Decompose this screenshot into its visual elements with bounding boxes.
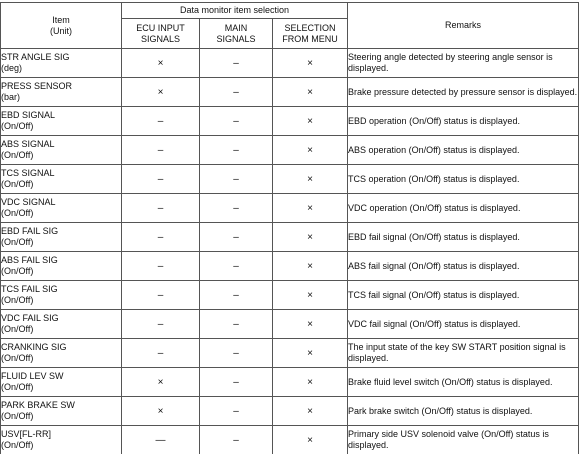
main-signal-mark: – — [200, 310, 273, 339]
remark-cell: TCS operation (On/Off) status is displayed. — [348, 165, 579, 194]
ecu-input-mark: – — [122, 339, 200, 368]
table-row — [1, 107, 579, 136]
remark-cell: EBD operation (On/Off) status is displayed. — [348, 107, 579, 136]
selection-menu-mark: × — [273, 252, 348, 281]
item-cell — [1, 368, 122, 397]
remark-cell: ABS operation (On/Off) status is displayed. — [348, 136, 579, 165]
main-signal-mark: – — [200, 281, 273, 310]
table-row — [1, 194, 579, 223]
header-item-unit: (Unit) — [50, 25, 72, 36]
item-cell — [1, 310, 122, 339]
remark-cell: Primary side USV solenoid valve (On/Off) status is displayed. — [348, 426, 579, 455]
table-row — [1, 281, 579, 310]
data-monitor-table — [0, 2, 579, 454]
item-unit: (On/Off) — [1, 266, 34, 276]
item-name: TCS FAIL SIG — [1, 284, 58, 294]
item-unit: (On/Off) — [1, 324, 34, 334]
item-name: USV[FL-RR] — [1, 429, 52, 439]
ecu-input-mark: – — [122, 281, 200, 310]
item-name: PRESS SENSOR — [1, 81, 73, 91]
ecu-input-mark: × — [122, 49, 200, 78]
ecu-input-mark: × — [122, 368, 200, 397]
item-unit: (bar) — [1, 92, 21, 102]
ecu-input-mark: – — [122, 194, 200, 223]
ecu-input-mark: – — [122, 252, 200, 281]
selection-menu-mark: × — [273, 49, 348, 78]
header-ecu-input-signals: ECU INPUT SIGNALS — [122, 19, 200, 49]
selection-menu-mark: × — [273, 310, 348, 339]
remark-cell: Brake fluid level switch (On/Off) status is displayed. — [348, 368, 579, 397]
item-name: TCS SIGNAL — [1, 168, 55, 178]
item-cell — [1, 252, 122, 281]
table-row — [1, 310, 579, 339]
selection-menu-mark: × — [273, 136, 348, 165]
item-cell — [1, 49, 122, 78]
item-cell — [1, 281, 122, 310]
selection-menu-mark: × — [273, 223, 348, 252]
ecu-input-mark: – — [122, 107, 200, 136]
selection-menu-mark: × — [273, 397, 348, 426]
table-row — [1, 426, 579, 455]
item-unit: (deg) — [1, 63, 23, 73]
ecu-input-mark: × — [122, 78, 200, 107]
main-signal-mark: – — [200, 397, 273, 426]
header-item-label: Item — [52, 14, 70, 25]
item-cell — [1, 426, 122, 455]
item-name: STR ANGLE SIG — [1, 52, 70, 62]
item-unit: (On/Off) — [1, 121, 34, 131]
selection-menu-mark: × — [273, 78, 348, 107]
remark-cell: VDC fail signal (On/Off) status is displayed. — [348, 310, 579, 339]
selection-menu-mark: × — [273, 194, 348, 223]
item-cell — [1, 397, 122, 426]
header-main-signals: MAIN SIGNALS — [200, 19, 273, 49]
ecu-input-mark: – — [122, 136, 200, 165]
selection-menu-mark: × — [273, 107, 348, 136]
item-unit: (On/Off) — [1, 150, 34, 160]
item-name: EBD SIGNAL — [1, 110, 56, 120]
item-name: VDC FAIL SIG — [1, 313, 59, 323]
item-unit: (On/Off) — [1, 295, 34, 305]
item-unit: (On/Off) — [1, 208, 34, 218]
item-unit: (On/Off) — [1, 237, 34, 247]
main-signal-mark: – — [200, 368, 273, 397]
main-signal-mark: – — [200, 194, 273, 223]
header-selection-from-menu: SELECTION FROM MENU — [273, 19, 348, 49]
header-remarks: Remarks — [348, 3, 579, 49]
main-signal-mark: – — [200, 78, 273, 107]
item-cell — [1, 194, 122, 223]
selection-menu-mark: × — [273, 426, 348, 455]
remark-cell: VDC operation (On/Off) status is displayed. — [348, 194, 579, 223]
item-unit: (On/Off) — [1, 382, 34, 392]
item-name: CRANKING SIG — [1, 342, 67, 352]
item-unit: (On/Off) — [1, 411, 34, 421]
item-name: ABS FAIL SIG — [1, 255, 58, 265]
main-signal-mark: – — [200, 426, 273, 455]
remark-cell: EBD fail signal (On/Off) status is displayed. — [348, 223, 579, 252]
remark-cell: ABS fail signal (On/Off) status is displayed. — [348, 252, 579, 281]
table-row — [1, 339, 579, 368]
remark-cell: The input state of the key SW START position signal is displayed. — [348, 339, 579, 368]
main-signal-mark: – — [200, 252, 273, 281]
table-row — [1, 252, 579, 281]
item-name: PARK BRAKE SW — [1, 400, 75, 410]
main-signal-mark: – — [200, 165, 273, 194]
main-signal-mark: – — [200, 49, 273, 78]
item-unit: (On/Off) — [1, 353, 34, 363]
item-name: ABS SIGNAL — [1, 139, 55, 149]
item-unit: (On/Off) — [1, 179, 34, 189]
main-signal-mark: – — [200, 136, 273, 165]
table-row — [1, 78, 579, 107]
table-row — [1, 397, 579, 426]
selection-menu-mark: × — [273, 281, 348, 310]
table-row — [1, 136, 579, 165]
main-signal-mark: – — [200, 339, 273, 368]
remark-cell: TCS fail signal (On/Off) status is displayed. — [348, 281, 579, 310]
ecu-input-mark: – — [122, 310, 200, 339]
selection-menu-mark: × — [273, 165, 348, 194]
main-signal-mark: – — [200, 107, 273, 136]
item-name: FLUID LEV SW — [1, 371, 64, 381]
item-name: VDC SIGNAL — [1, 197, 56, 207]
table-row — [1, 49, 579, 78]
ecu-input-mark: – — [122, 165, 200, 194]
main-signal-mark: – — [200, 223, 273, 252]
table-row — [1, 165, 579, 194]
item-name: EBD FAIL SIG — [1, 226, 59, 236]
item-cell — [1, 78, 122, 107]
item-cell — [1, 339, 122, 368]
header-monitor-selection: Data monitor item selection — [122, 3, 348, 19]
selection-menu-mark: × — [273, 339, 348, 368]
remark-cell: Brake pressure detected by pressure sensor is displayed. — [348, 78, 579, 107]
ecu-input-mark: – — [122, 223, 200, 252]
item-cell — [1, 223, 122, 252]
item-unit: (On/Off) — [1, 440, 34, 450]
ecu-input-mark: × — [122, 397, 200, 426]
item-cell — [1, 107, 122, 136]
ecu-input-mark: — — [122, 426, 200, 455]
table-body — [1, 49, 579, 455]
table-row — [1, 223, 579, 252]
item-cell — [1, 136, 122, 165]
item-cell — [1, 165, 122, 194]
remark-cell: Park brake switch (On/Off) status is displayed. — [348, 397, 579, 426]
table-row — [1, 368, 579, 397]
remark-cell: Steering angle detected by steering angle sensor is displayed. — [348, 49, 579, 78]
header-item — [1, 3, 122, 49]
selection-menu-mark: × — [273, 368, 348, 397]
